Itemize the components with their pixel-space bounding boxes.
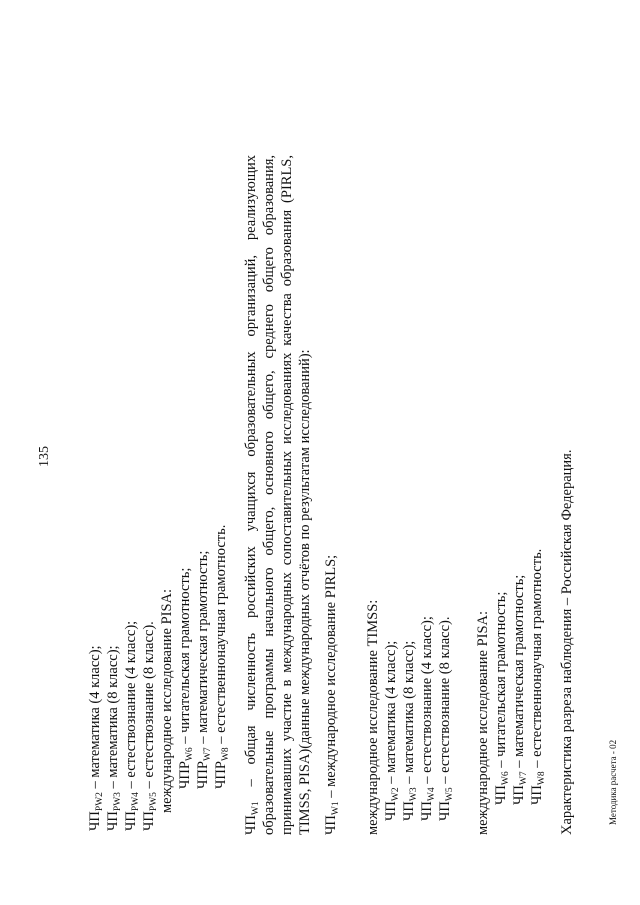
page-number: 135 xyxy=(37,446,52,467)
section-heading: международное исследование TIMSS: xyxy=(365,599,381,835)
list-item: $ЧПР_{W8}$ – естественнонаучная грамотность. xyxy=(213,524,231,789)
pirls-line: $ЧП_{W1}$ – международное исследование PIRLS; xyxy=(323,554,341,835)
section-heading: международное исследование PISA: xyxy=(475,610,491,835)
list-item: $ЧП_{PW3}$ – математика (8 класс); xyxy=(105,645,123,831)
list-item: $ЧП_{PW4}$ – естествознание (4 класс); xyxy=(123,620,141,831)
list-item: $ЧП_{PW2}$ – математика (4 класс); xyxy=(87,645,105,831)
definition-paragraph: $ЧП_{W1}$ – общая численность российских учащихся образовательных организаций, реализующих образовательные программы начального общего, основного общего, среднего общего образования, принимавших участие в международных сопоставительных исследованиях качества образования (PIRLS, TIMSS, PISA)(данные международных отчётов по результатам исследований): xyxy=(243,155,313,835)
list-item: $ЧП_{W6}$ – читательская грамотность; xyxy=(493,591,511,805)
footer-text: Методика расчета - 02 xyxy=(608,739,618,825)
list-item: $ЧП_{W7}$ – математическая грамотность; xyxy=(511,574,529,805)
list-item: $ЧП_{W4}$ – естествознание (4 класс); xyxy=(419,616,437,821)
list-item: $ЧПР_{W6}$ – читательская грамотность; xyxy=(177,567,195,789)
characteristic-line: Характеристика разреза наблюдения – Российская Федерация. xyxy=(559,449,575,835)
section-heading: международное исследование PISA: xyxy=(159,588,175,813)
definition-text: – общая численность российских учащихся образовательных организаций, реализующих образовательные программы начального общего, основного общего, среднего общего образования, принимавших участие в международных сопоставительных исследованиях качества образования (PIRLS, TIMSS, PISA)(данные международных отчётов по результатам исследований): xyxy=(243,155,313,835)
definition-code: ЧП xyxy=(243,815,259,835)
list-item: $ЧП_{W3}$ – математика (8 класс); xyxy=(401,640,419,821)
list-item: $ЧП_{PW5}$ – естествознание (8 класс). xyxy=(141,621,159,831)
list-item: $ЧП_{W8}$ – естественнонаучная грамотность. xyxy=(529,548,547,805)
list-item: $ЧП_{W5}$ – естествознание (8 класс). xyxy=(437,616,455,821)
list-item: $ЧПР_{W7}$ – математическая грамотность; xyxy=(195,550,213,789)
list-item: $ЧП_{W2}$ – математика (4 класс); xyxy=(383,640,401,821)
